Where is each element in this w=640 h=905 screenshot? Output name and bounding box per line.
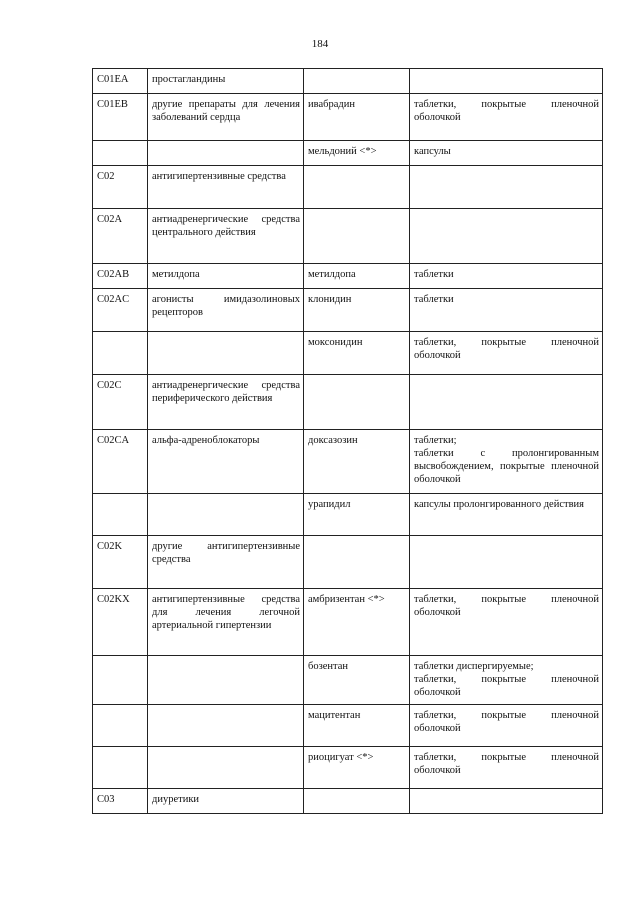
drug-name-cell: урапидил bbox=[304, 494, 410, 536]
atc-code-cell bbox=[93, 332, 148, 375]
atc-code-cell: C03 bbox=[93, 789, 148, 814]
pharmacological-group-cell bbox=[148, 656, 304, 705]
pharmacological-group-cell: метилдопа bbox=[148, 264, 304, 289]
drug-name-cell: метилдопа bbox=[304, 264, 410, 289]
dosage-form-cell bbox=[410, 536, 603, 589]
atc-code-cell bbox=[93, 747, 148, 789]
pharmacological-group-cell bbox=[148, 494, 304, 536]
dosage-form-cell bbox=[410, 789, 603, 814]
atc-code-cell: C02CA bbox=[93, 430, 148, 494]
drug-name-cell: мацитентан bbox=[304, 705, 410, 747]
dosage-form-cell bbox=[410, 209, 603, 264]
page-number: 184 bbox=[311, 38, 329, 50]
dosage-form-line: таблетки, покрытые пленочной оболочкой bbox=[414, 674, 599, 698]
table-body bbox=[93, 69, 603, 814]
atc-code-cell: C02AC bbox=[93, 289, 148, 332]
table-row bbox=[93, 264, 603, 289]
dosage-form-line: таблетки; bbox=[414, 435, 457, 446]
pharmacological-group-cell bbox=[148, 747, 304, 789]
drug-name-cell bbox=[304, 209, 410, 264]
atc-code-cell: C02A bbox=[93, 209, 148, 264]
drug-name-cell: амбризентан <*> bbox=[304, 589, 410, 656]
dosage-form-cell bbox=[410, 705, 603, 747]
dosage-form-cell bbox=[410, 332, 603, 375]
dosage-form-cell bbox=[410, 94, 603, 141]
dosage-form-cell bbox=[410, 375, 603, 430]
pharmacological-group-cell: антигипертензивные средства для лечения легочной артериальной гипертензии bbox=[148, 589, 304, 656]
table-row bbox=[93, 69, 603, 94]
dosage-form-cell bbox=[410, 747, 603, 789]
drug-name-cell: риоцигуат <*> bbox=[304, 747, 410, 789]
dosage-form-line: таблетки bbox=[414, 269, 454, 280]
dosage-form-cell bbox=[410, 289, 603, 332]
atc-code-cell bbox=[93, 494, 148, 536]
atc-code-cell: C02K bbox=[93, 536, 148, 589]
table-row bbox=[93, 375, 603, 430]
table-row bbox=[93, 789, 603, 814]
dosage-form-line: таблетки диспергируемые; bbox=[414, 661, 534, 672]
atc-code-cell: C02 bbox=[93, 166, 148, 209]
drug-name-cell: ивабрадин bbox=[304, 94, 410, 141]
table-row bbox=[93, 430, 603, 494]
dosage-form-cell bbox=[410, 656, 603, 705]
drug-name-cell bbox=[304, 536, 410, 589]
pharmacological-group-cell: другие антигипертензивные средства bbox=[148, 536, 304, 589]
drug-name-cell bbox=[304, 375, 410, 430]
atc-code-cell: C02C bbox=[93, 375, 148, 430]
pharmacological-group-cell: агонисты имидазолиновых рецепторов bbox=[148, 289, 304, 332]
pharmacological-group-cell bbox=[148, 705, 304, 747]
pharmacological-group-cell: другие препараты для лечения заболеваний сердца bbox=[148, 94, 304, 141]
drug-name-cell: бозентан bbox=[304, 656, 410, 705]
drug-name-cell bbox=[304, 789, 410, 814]
drug-name-cell: моксонидин bbox=[304, 332, 410, 375]
dosage-form-line: таблетки bbox=[414, 294, 454, 305]
atc-code-cell bbox=[93, 141, 148, 166]
pharmacological-group-cell: альфа-адреноблокаторы bbox=[148, 430, 304, 494]
pharmacological-group-cell: антиадренергические средства периферического действия bbox=[148, 375, 304, 430]
table-row bbox=[93, 289, 603, 332]
table-row bbox=[93, 209, 603, 264]
drug-name-cell bbox=[304, 166, 410, 209]
table-row bbox=[93, 705, 603, 747]
dosage-form-cell bbox=[410, 69, 603, 94]
dosage-form-line: таблетки, покрытые пленочной оболочкой bbox=[414, 594, 599, 618]
atc-code-cell bbox=[93, 705, 148, 747]
atc-code-cell: C01EB bbox=[93, 94, 148, 141]
dosage-form-cell bbox=[410, 166, 603, 209]
dosage-form-cell bbox=[410, 264, 603, 289]
dosage-form-cell bbox=[410, 494, 603, 536]
table-row bbox=[93, 747, 603, 789]
table-row bbox=[93, 141, 603, 166]
drug-name-cell: клонидин bbox=[304, 289, 410, 332]
dosage-form-cell bbox=[410, 589, 603, 656]
drug-name-cell bbox=[304, 69, 410, 94]
atc-code-cell: C02KX bbox=[93, 589, 148, 656]
pharmacological-group-cell bbox=[148, 332, 304, 375]
atc-code-cell: C01EA bbox=[93, 69, 148, 94]
dosage-form-line: капсулы bbox=[414, 146, 451, 157]
table-row bbox=[93, 656, 603, 705]
dosage-form-cell bbox=[410, 141, 603, 166]
pharmacological-group-cell bbox=[148, 141, 304, 166]
dosage-form-line: таблетки с пролонгированным высвобождением, покрытые пленочной оболочкой bbox=[414, 448, 599, 485]
table-row bbox=[93, 536, 603, 589]
pharmacological-group-cell: диуретики bbox=[148, 789, 304, 814]
table-row bbox=[93, 332, 603, 375]
drug-name-cell: мельдоний <*> bbox=[304, 141, 410, 166]
dosage-form-line: таблетки, покрытые пленочной оболочкой bbox=[414, 710, 599, 734]
table-row bbox=[93, 94, 603, 141]
dosage-form-line: таблетки, покрытые пленочной оболочкой bbox=[414, 752, 599, 776]
pharmacological-group-cell: антиадренергические средства центрального действия bbox=[148, 209, 304, 264]
drug-name-cell: доксазозин bbox=[304, 430, 410, 494]
pharmacological-group-cell: простагландины bbox=[148, 69, 304, 94]
drug-classification-table bbox=[92, 68, 603, 814]
atc-code-cell: C02AB bbox=[93, 264, 148, 289]
table-row bbox=[93, 166, 603, 209]
table-row bbox=[93, 589, 603, 656]
table-row bbox=[93, 494, 603, 536]
dosage-form-line: капсулы пролонгированного действия bbox=[414, 499, 584, 510]
dosage-form-cell bbox=[410, 430, 603, 494]
dosage-form-line: таблетки, покрытые пленочной оболочкой bbox=[414, 99, 599, 123]
atc-code-cell bbox=[93, 656, 148, 705]
dosage-form-line: таблетки, покрытые пленочной оболочкой bbox=[414, 337, 599, 361]
pharmacological-group-cell: антигипертензивные средства bbox=[148, 166, 304, 209]
